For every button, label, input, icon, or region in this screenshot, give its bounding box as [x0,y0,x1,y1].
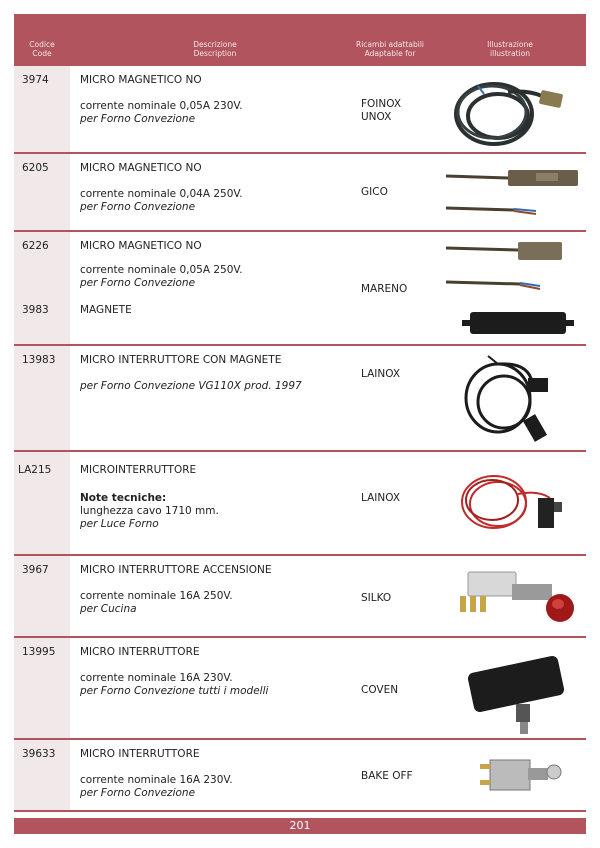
brand-name: MARENO [361,283,408,295]
product-title: MICRO INTERRUTTORE [80,748,200,760]
product-use: per Luce Forno [80,518,159,530]
product-use: per Forno Convezione tutti i modelli [80,685,269,697]
header-code-en: Code [32,49,52,58]
product-code: 39633 [22,748,56,760]
header-description [120,40,310,58]
header-fit-it: Ricambi adattabili [356,40,424,49]
product-spec: corrente nominale 0,05A 250V. [80,264,243,276]
product-use: per Forno Convezione [80,201,196,213]
reed-switch-image [444,164,584,224]
product-use: per Forno Convezione VG110X prod. 1997 [80,380,302,392]
black-microswitch-image [460,644,572,736]
product-spec: corrente nominale 0,05A 230V. [80,100,243,112]
table-row [14,452,586,556]
table-row [14,740,586,812]
header-ill-it: Illustrazione [487,40,533,49]
table-row [14,232,586,346]
header-ill-en: illustration [490,49,530,58]
table-row [14,154,586,232]
product-code: 3974 [22,74,49,86]
product-spec: corrente nominale 16A 230V. [80,672,233,684]
product-spec: lunghezza cavo 1710 mm. [80,505,219,517]
brand-name: UNOX [361,111,392,123]
page-number: 201 [289,819,311,832]
product-code: 6226 [22,240,49,252]
brand-name: FOINOX [361,98,402,110]
product-title: MAGNETE [80,304,132,316]
header-illustration [460,40,560,58]
row-separator [14,810,586,812]
magnetic-sensor-image [448,70,568,150]
product-code: 6205 [22,162,49,174]
product-title: MICRO MAGNETICO NO [80,74,202,86]
product-title: MICRO INTERRUTTORE CON MAGNETE [80,354,282,366]
product-title: MICROINTERRUTTORE [80,464,197,476]
table-row [14,556,586,638]
brand-name: GICO [361,186,388,198]
table-row [14,346,586,452]
header-fit-en: Adaptable for [364,49,416,58]
header-code-it: Codice [29,40,55,49]
product-use: per Forno Convezione [80,113,196,125]
product-code: 13995 [22,646,56,658]
product-code: 3983 [22,304,49,316]
product-title: MICRO INTERRUTTORE [80,646,200,658]
product-code: 13983 [22,354,56,366]
brand-name: BAKE OFF [361,770,413,782]
technical-notes-label: Note tecniche: [80,492,167,504]
product-use: per Forno Convezione [80,787,196,799]
header-adaptable [350,40,430,58]
product-title: MICRO INTERRUTTORE ACCENSIONE [80,564,272,576]
header-code [14,40,70,58]
switch-with-magnet-image [458,352,568,446]
product-use: per Cucina [80,603,137,615]
header-desc-it: Descrizione [193,40,237,49]
push-switch-red-button-image [454,562,574,632]
page-footer [14,818,586,834]
product-use: per Forno Convezione [80,277,196,289]
product-code: LA215 [18,464,52,476]
steel-push-switch-image [476,744,566,808]
table-row [14,638,586,740]
brand-name: LAINOX [361,492,401,504]
reed-switch-magnet-image [444,236,584,340]
product-title: MICRO MAGNETICO NO [80,240,202,252]
product-spec: corrente nominale 16A 230V. [80,774,233,786]
brand-name: COVEN [361,684,399,696]
table-row [14,66,586,154]
product-code: 3967 [22,564,49,576]
product-spec: corrente nominale 0,04A 250V. [80,188,243,200]
microswitch-cable-image [458,464,568,542]
product-spec: corrente nominale 16A 250V. [80,590,233,602]
brand-name: LAINOX [361,368,401,380]
product-title: MICRO MAGNETICO NO [80,162,202,174]
brand-name: SILKO [361,592,392,604]
header-desc-en: Description [193,49,237,58]
